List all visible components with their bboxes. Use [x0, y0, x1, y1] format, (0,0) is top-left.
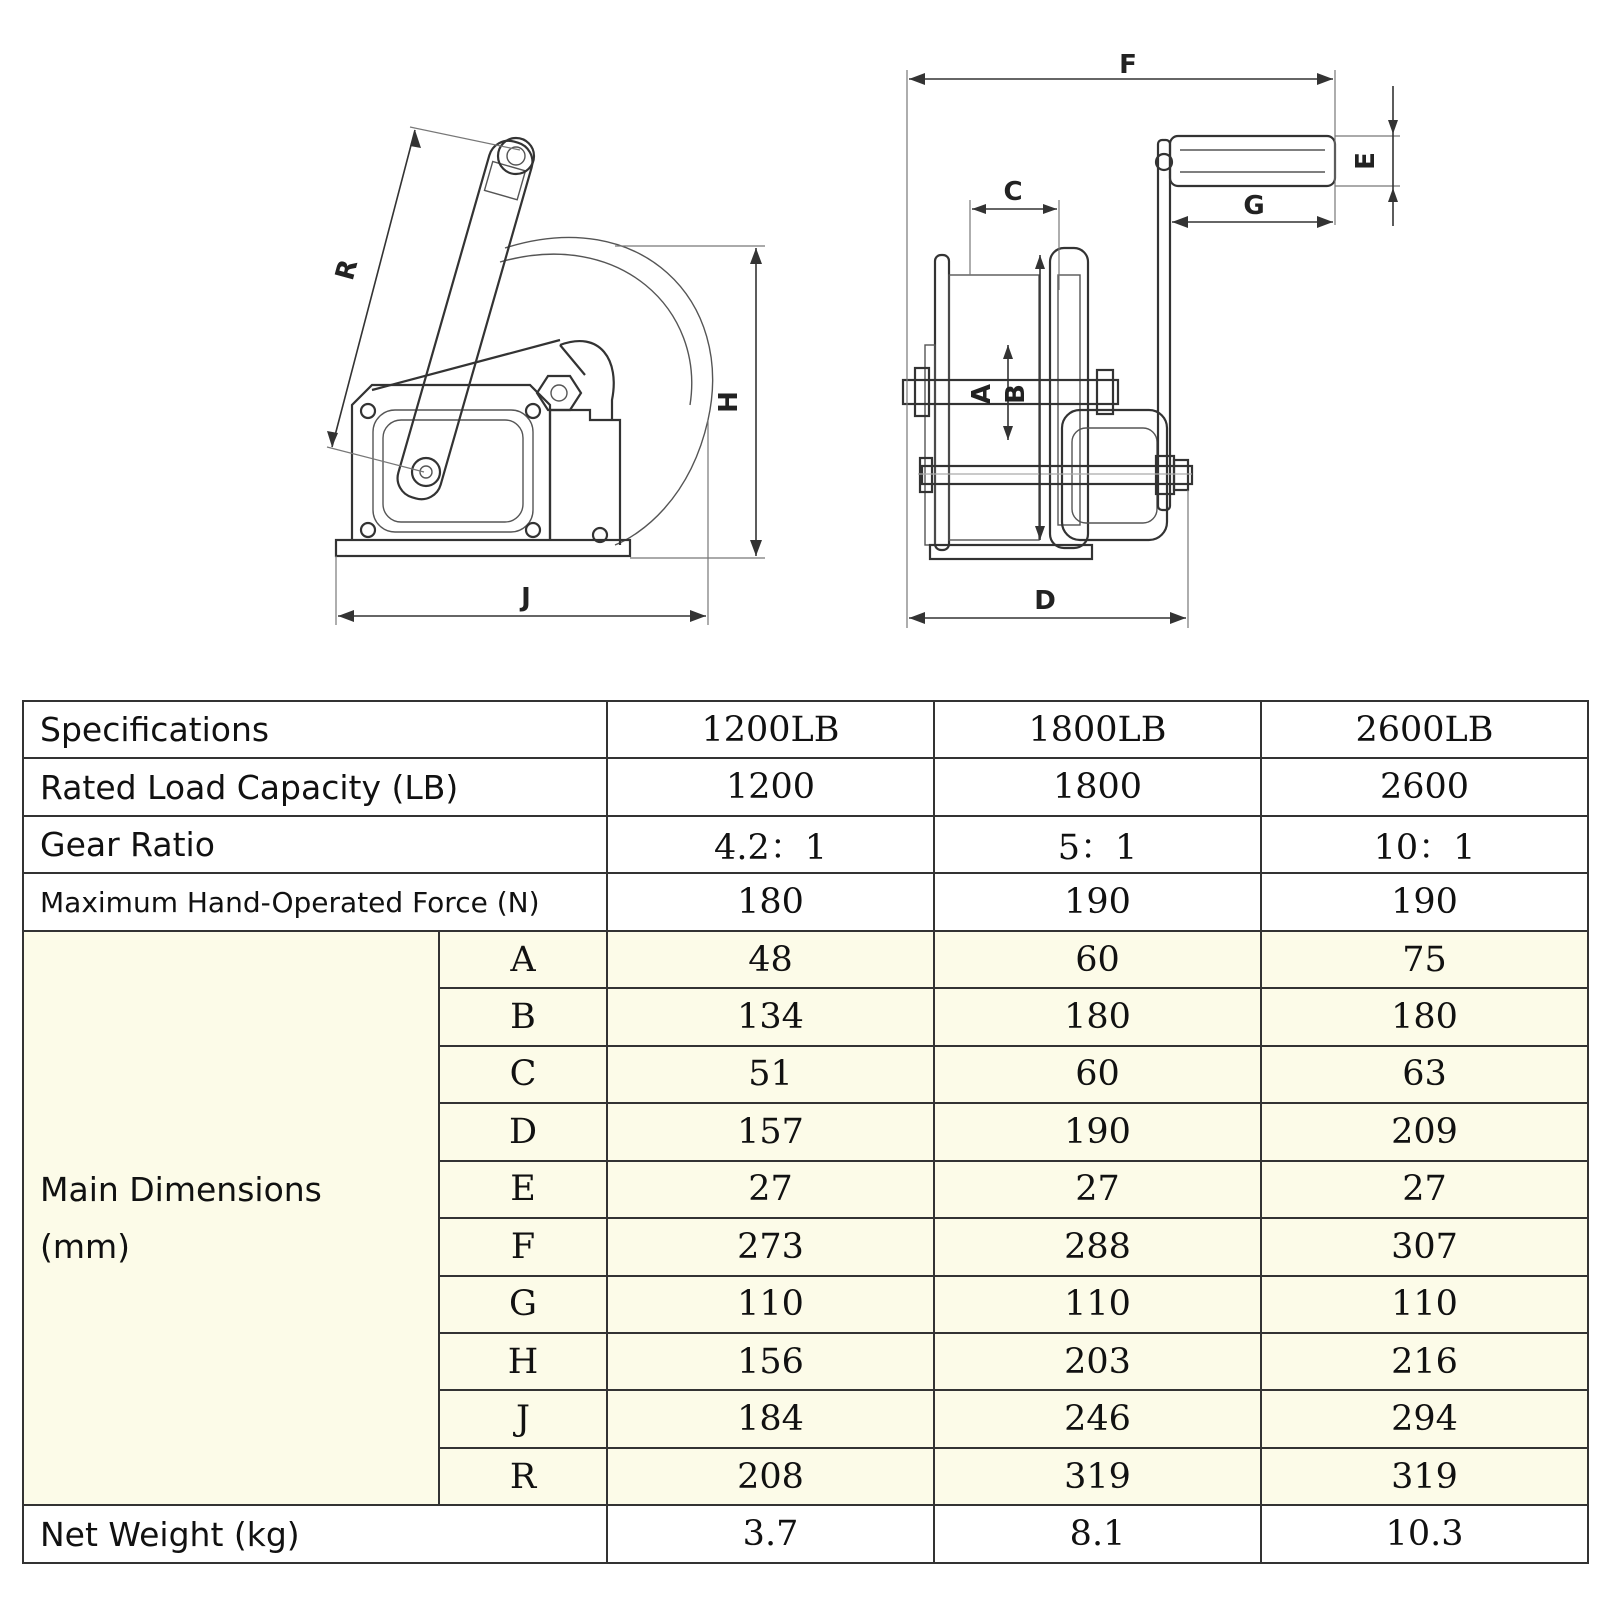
table-cell: 3.7 [607, 1505, 934, 1563]
dim-e-arrow-top [1388, 120, 1398, 134]
left-flange [935, 255, 949, 550]
model-2600lb: 2600LB [1261, 701, 1588, 758]
model-1200lb: 1200LB [607, 701, 934, 758]
table-header-row [23, 701, 1588, 758]
table-cell: 4.2：1 [607, 816, 934, 873]
pawl-hook [560, 341, 614, 420]
table-cell: 319 [934, 1448, 1261, 1505]
upper-shaft-nut-right [1097, 370, 1113, 414]
dim-c-arrow-left [972, 204, 986, 214]
dim-b-arrow-bottom [1035, 526, 1045, 540]
right-flange [1050, 248, 1088, 548]
winch-technical-drawing [0, 0, 1600, 660]
table-cell: 307 [1261, 1218, 1588, 1275]
dim-label-f: F [1119, 50, 1137, 80]
dim-g-arrow-right [1317, 216, 1333, 228]
max-force-row [23, 873, 1588, 930]
table-cell: 10.3 [1261, 1505, 1588, 1563]
housing-frame [352, 385, 550, 540]
table-cell: 190 [934, 873, 1261, 930]
dimension-letter: F [439, 1218, 607, 1275]
hex-nut-center [551, 385, 567, 401]
table-cell: 27 [1261, 1161, 1588, 1218]
table-cell: 273 [607, 1218, 934, 1275]
dim-label-r: R [330, 256, 365, 284]
dim-j-arrow-right [690, 610, 706, 622]
table-cell: 63 [1261, 1046, 1588, 1103]
table-cell: 184 [607, 1390, 934, 1447]
table-cell: 110 [1261, 1276, 1588, 1333]
table-cell: 27 [934, 1161, 1261, 1218]
dim-d-arrow-right [1170, 612, 1186, 624]
dim-h-arrow-top [750, 248, 762, 264]
dim-f-arrow-right [1317, 73, 1333, 85]
net-weight-row [23, 1505, 1588, 1563]
table-cell: 190 [934, 1103, 1261, 1160]
dim-label-g: G [1243, 191, 1265, 221]
dim-r-line [332, 130, 415, 447]
dimension-row-a [23, 931, 1588, 988]
handle-arm [1158, 140, 1170, 510]
side-support [550, 410, 620, 545]
table-cell: 294 [1261, 1390, 1588, 1447]
dim-g-arrow-left [1172, 216, 1188, 228]
table-cell: 209 [1261, 1103, 1588, 1160]
dim-e-arrow-bottom [1388, 188, 1398, 202]
hex-nut [537, 376, 581, 410]
table-cell: 27 [607, 1161, 934, 1218]
table-cell: 1200 [607, 758, 934, 815]
table-cell: 51 [607, 1046, 934, 1103]
handle-grip [1170, 136, 1335, 186]
dimension-letter: B [439, 988, 607, 1045]
table-cell: 110 [607, 1276, 934, 1333]
table-cell: 60 [934, 931, 1261, 988]
rated-load-row [23, 758, 1588, 815]
gear-housing-inner [1072, 428, 1157, 523]
dimension-letter: C [439, 1046, 607, 1103]
table-cell: 288 [934, 1218, 1261, 1275]
dim-label-e: E [1351, 152, 1381, 170]
gear-ratio-row [23, 816, 1588, 873]
table-cell: 8.1 [934, 1505, 1261, 1563]
table-cell: 10：1 [1261, 816, 1588, 873]
dim-label-h: H [714, 391, 744, 413]
main-dimensions-unit: (mm) [40, 1227, 131, 1267]
table-cell: 157 [607, 1103, 934, 1160]
bolt-bottom-left [361, 523, 375, 537]
table-cell: 208 [607, 1448, 934, 1505]
table-cell: 180 [934, 988, 1261, 1045]
bolt-top-right [526, 404, 540, 418]
side-view [327, 127, 765, 625]
dimension-letter: R [439, 1448, 607, 1505]
table-cell: 1800 [934, 758, 1261, 815]
dim-r-ext-top [410, 127, 520, 150]
dim-f-arrow-left [909, 73, 925, 85]
dim-r-arrow-bottom [327, 431, 338, 447]
dim-label-c: C [1003, 177, 1023, 207]
table-cell: 134 [607, 988, 934, 1045]
crank-grip [484, 162, 525, 200]
table-cell: 60 [934, 1046, 1261, 1103]
dim-r-ext-bottom [327, 447, 424, 472]
housing-window-inner [383, 420, 523, 522]
table-cell: 203 [934, 1333, 1261, 1390]
dim-a-arrow-bottom [1003, 426, 1013, 440]
front-view [903, 50, 1400, 628]
table-cell: 246 [934, 1390, 1261, 1447]
dim-r-arrow-top [410, 130, 421, 148]
row-label: Gear Ratio [23, 816, 607, 873]
bolt-bottom-right [526, 523, 540, 537]
row-label: Net Weight (kg) [23, 1505, 607, 1563]
upper-shaft-nut-left [915, 368, 929, 416]
table-cell: 156 [607, 1333, 934, 1390]
table-cell: 319 [1261, 1448, 1588, 1505]
header-label: Specifications [23, 701, 607, 758]
diagonal-brace [372, 340, 560, 390]
lower-shaft-nut-end [1174, 460, 1188, 490]
crank-bottom-pivot [412, 458, 440, 486]
main-dimensions-label [23, 931, 439, 1506]
housing-window [373, 410, 533, 532]
dimension-letter: D [439, 1103, 607, 1160]
dim-d-arrow-left [909, 612, 925, 624]
main-dimensions-title: Main Dimensions [40, 1170, 322, 1210]
model-1800lb: 1800LB [934, 701, 1261, 758]
base-plate [336, 540, 630, 556]
dim-c-arrow-right [1043, 204, 1057, 214]
dim-a-arrow-top [1003, 345, 1013, 359]
dim-b-arrow-top [1035, 255, 1045, 269]
table-cell: 110 [934, 1276, 1261, 1333]
row-label: Maximum Hand-Operated Force (N) [23, 873, 607, 930]
table-cell: 190 [1261, 873, 1588, 930]
table-cell: 2600 [1261, 758, 1588, 815]
drum-body [949, 275, 1039, 540]
table-cell: 180 [607, 873, 934, 930]
drum-inner-arc [500, 254, 692, 405]
dimension-letter: H [439, 1333, 607, 1390]
dim-label-d: D [1034, 586, 1056, 616]
dimension-letter: E [439, 1161, 607, 1218]
row-label: Rated Load Capacity (LB) [23, 758, 607, 815]
table-cell: 75 [1261, 931, 1588, 988]
dimension-letter: G [439, 1276, 607, 1333]
table-cell: 5：1 [934, 816, 1261, 873]
lower-shaft [922, 466, 1192, 484]
dimension-letter: A [439, 931, 607, 988]
dim-label-b: B [1001, 384, 1031, 404]
crank-arm [393, 136, 537, 504]
table-cell: 180 [1261, 988, 1588, 1045]
specification-table [22, 700, 1589, 1564]
dim-label-a: A [967, 383, 997, 405]
dim-h-arrow-bottom [750, 540, 762, 556]
dimension-letter: J [439, 1390, 607, 1447]
dim-j-arrow-left [338, 610, 354, 622]
table-cell: 216 [1261, 1333, 1588, 1390]
bolt-top-left [361, 404, 375, 418]
table-cell: 48 [607, 931, 934, 988]
dim-label-j: J [521, 583, 531, 613]
